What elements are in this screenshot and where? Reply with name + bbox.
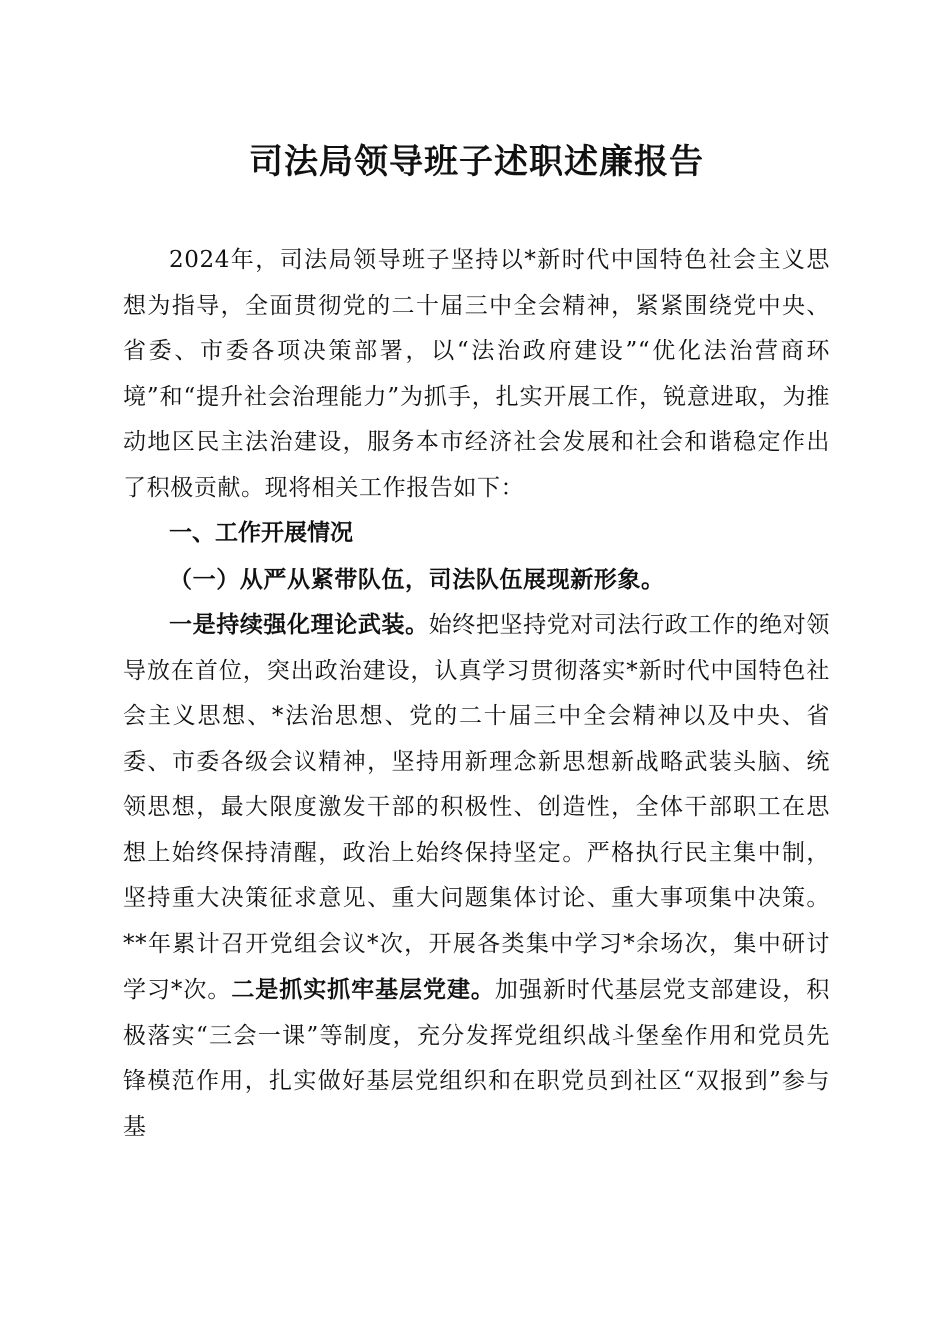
paragraph-text: 始终把坚持党对司法行政工作的绝对领导放在首位，突出政治建设，认真学习贯彻落实*新时代中国特色社会主义思想、*法治思想、党的二十届三中全会精神以及中央、省委、市委各级会议精神，坚持用新理念新思想新战略武装头脑、统领思想，最大限度激发干部的积极性、创造性，全体干部职工在思想上始终保持清醒，政治上始终保持坚定。严格执行民主集中制，坚持重大决策征求意见、重大问题集体讨论、重大事项集中决策。**年累计召开党组会议*次，开展各类集中学习*余场次，集中研讨学习*次。 [123,612,830,1003]
document-body [123,238,830,1150]
document-title: 司法局领导班子述职述廉报告 [249,142,704,182]
body-paragraph [123,602,830,1150]
subsection-heading: （一）从严从紧带队伍，司法队伍展现新形象。 [169,565,665,593]
paragraph-lead: 二是抓实抓牢基层党建。 [231,976,495,1003]
section-heading: 一、工作开展情况 [169,520,353,546]
intro-paragraph: 2024年，司法局领导班子坚持以*新时代中国特色社会主义思想为指导，全面贯彻党的二十届三中全会精神，紧紧围绕党中央、省委、市委各项决策部署，以“法治政府建设”“优化法治营商环境”和“提升社会治理能力”为抓手，扎实开展工作，锐意进取，为推动地区民主法治建设，服务本市经济社会发展和社会和谐稳定作出了积极贡献。现将相关工作报告如下： [123,247,830,501]
paragraph-lead: 一是持续强化理论武装。 [169,611,429,638]
paragraph-text: 加强新时代基层党支部建设，积极落实“三会一课”等制度，充分发挥党组织战斗堡垒作用和党员先锋模范作用，扎实做好基层党组织和在职党员到社区“双报到”参与基 [123,977,830,1140]
